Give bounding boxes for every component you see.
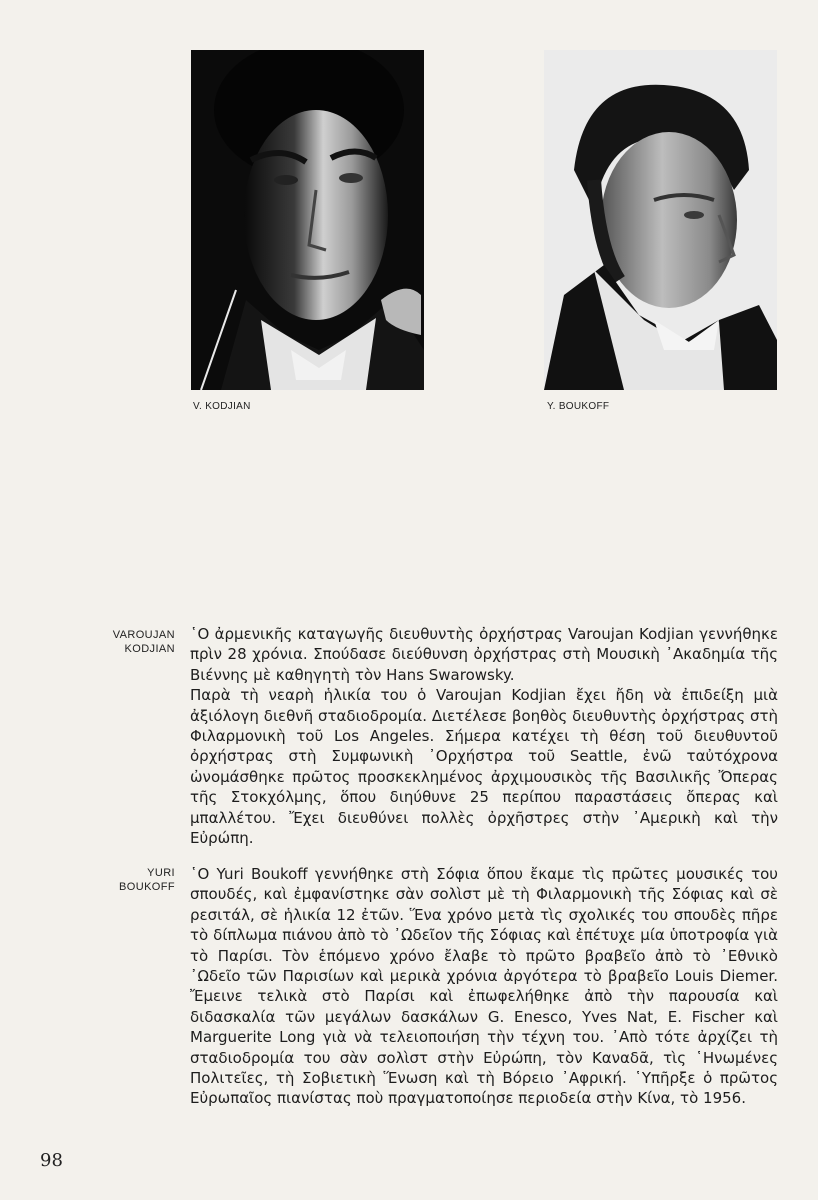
section-label-line: BOUKOFF xyxy=(119,881,175,893)
caption-kodjian: V. KODJIAN xyxy=(193,401,251,412)
section-label-kodjian xyxy=(113,628,175,656)
section-label-line: VAROUJAN xyxy=(112,629,175,641)
section-label-line: YURI xyxy=(147,867,175,879)
section-label-boukoff xyxy=(119,866,175,894)
caption-boukoff: Y. BOUKOFF xyxy=(547,401,610,412)
page-number: 98 xyxy=(40,1150,63,1171)
portrait-boukoff xyxy=(544,50,777,390)
portrait-kodjian xyxy=(191,50,424,390)
paragraph: Παρὰ τὴ νεαρὴ ἡλικία του ὁ Varoujan Kodjian ἔχει ἤδη νὰ ἐπιδείξη μιὰ ἀξιόλογη διεθνῆ σταδιοδρομία. Διετέλεσε βοηθὸς διευθυντὴς ὀρχήστρας στὴ Φιλαρμονικὴ τοῦ Los Angeles. Σήμερα κατέχει τὴ θέση τοῦ διευθυντοῦ ὀρχήστρας στὴ Συμφωνικὴ ᾿Ορχήστρα τοῦ Seattle, ἐνῶ ταὐτόχρονα ὠνομάσθηκε πρῶτος προσκεκλημένος ἀρχιμουσικὸς τῆς Βασιλικῆς Ὄπερας τῆς Στοκχόλμης, ὅπου διηύθυνε 25 περίπου παραστάσεις ὄπερας καὶ μπαλλέτου. Ἔχει διευθύνει πολλὲς ὀρχῆστρες στὴν ᾿Αμερικὴ καὶ τὴν Εὐρώπη. xyxy=(190,686,778,848)
portrait-photo-icon xyxy=(544,50,777,390)
portrait-photo-icon xyxy=(191,50,424,390)
paragraph: ῾Ο ἀρμενικῆς καταγωγῆς διευθυντὴς ὀρχήστρας Varoujan Kodjian γεννήθηκε πρὶν 28 χρόνια. Σπούδασε διεύθυνση ὀρχήστρας στὴ Μουσικὴ ᾿Ακαδημία τῆς Βιέννης μὲ καθηγητὴ τὸν Hans Swarowsky. xyxy=(190,625,778,684)
paragraph: ῾Ο Yuri Boukoff γεννήθηκε στὴ Σόφια ὅπου ἔκαμε τὶς πρῶτες μουσικές του σπουδές, καὶ ἐμφανίστηκε σὰν σολὶστ μὲ τὴ Φιλαρμονικὴ τῆς Σόφιας καὶ σὲ ρεσιτάλ, σὲ ἡλικία 12 ἐτῶν. Ἕνα χρόνο μετὰ τὶς σχολικές του σπουδὲς πῆρε τὸ δίπλωμα πιάνου ἀπὸ τὸ ᾿Ωδεῖον τῆς Σόφιας καὶ ἐπέτυχε μία ὑποτροφία γιὰ τὸ Παρίσι. Τὸν ἑπόμενο χρόνο ἔλαβε τὸ πρῶτο βραβεῖο ἀπὸ τὸ ᾿Εθνικὸ ᾿Ωδεῖο τῶν Παρισίων καὶ μερικὰ χρόνια ἀργότερα τὸ βραβεῖο Louis Diemer. Ἔμεινε τελικὰ στὸ Παρίσι καὶ ἐπωφελήθηκε ἀπὸ τὴν παρουσία καὶ διδασκαλία τῶν μεγάλων δασκάλων G. Enesco, Yves Nat, E. Fischer καὶ Marguerite Long γιὰ νὰ τελειοποιήση τὴν τέχνη του. ᾿Απὸ τότε ἀρχίζει τὴ σταδιοδρομία του σὰν σολὶστ στὴν Εὐρώπη, τὸν Καναδᾶ, τὶς ῾Ηνωμένες Πολιτεῖες, τὴ Σοβιετικὴ Ἕνωση καὶ τὴ Βόρειο ᾿Αφρική. ῾Υπῆρξε ὁ πρῶτος Εὐρωπαῖος πιανίστας ποὺ πραγματοποίησε περιοδεία στὴν Κίνα, τὸ 1956. xyxy=(190,865,778,1108)
biography-kodjian xyxy=(190,624,778,848)
biography-boukoff xyxy=(190,864,778,1109)
section-label-line: KODJIAN xyxy=(124,643,175,655)
